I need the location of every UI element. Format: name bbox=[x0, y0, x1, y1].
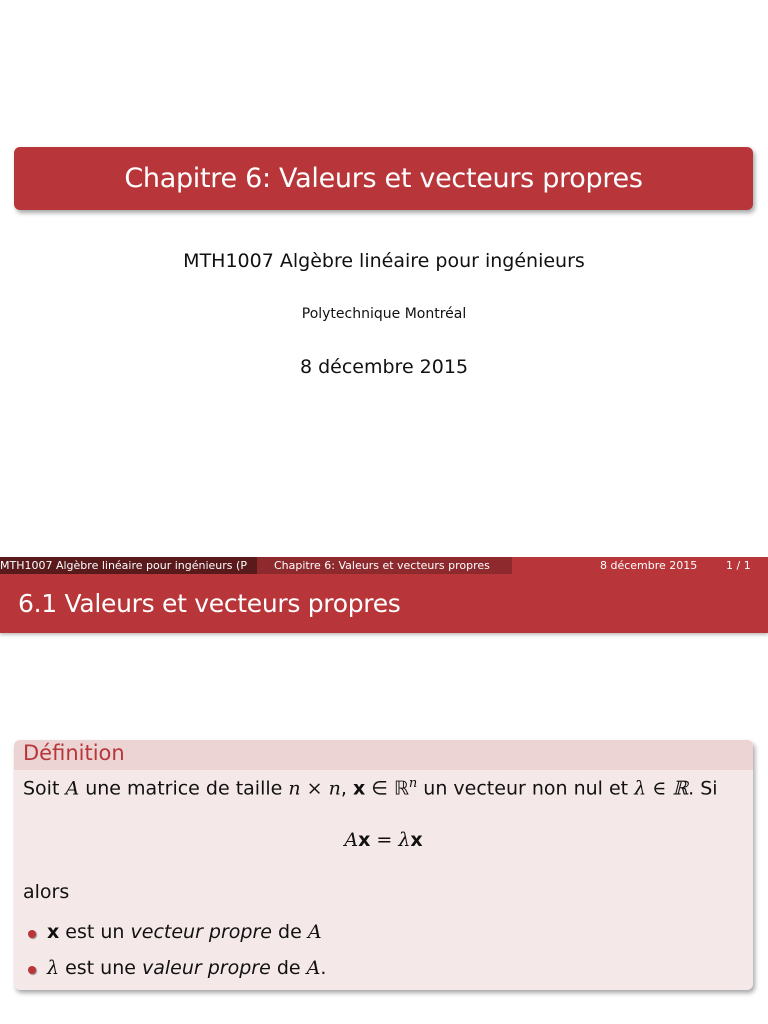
text: . bbox=[320, 957, 327, 979]
text: une matrice de taille bbox=[79, 777, 289, 800]
footer-page-number: 1 / 1 bbox=[726, 559, 751, 572]
bullet-icon bbox=[28, 930, 36, 938]
math-equals-lambda: = λ bbox=[370, 829, 411, 851]
institution: Polytechnique Montréal bbox=[301, 306, 467, 322]
text: est une bbox=[59, 957, 142, 979]
math-x-bold: x bbox=[410, 829, 423, 851]
equation bbox=[14, 829, 753, 851]
math-A: A bbox=[307, 921, 322, 943]
footer-date: 8 décembre 2015 bbox=[600, 559, 698, 572]
frame-title-bar bbox=[0, 574, 768, 633]
definition-header bbox=[14, 740, 753, 770]
emphasis: vecteur propre bbox=[130, 921, 272, 943]
definition-block bbox=[14, 740, 753, 990]
list-item bbox=[47, 921, 322, 943]
text: est un bbox=[59, 921, 131, 943]
math-n-times-n: n × n bbox=[288, 777, 341, 800]
footer-chapter: Chapitre 6: Valeurs et vecteurs propres bbox=[257, 557, 512, 574]
math-lambda: λ bbox=[47, 957, 60, 979]
math-superscript-n: n bbox=[408, 776, 418, 791]
emphasis: valeur propre bbox=[141, 957, 271, 979]
title-box bbox=[14, 147, 753, 210]
text: , bbox=[340, 777, 353, 800]
math-x-bold: x bbox=[358, 829, 371, 851]
math-lambda-in-r: λ ∈ ℝ bbox=[634, 777, 689, 800]
math-in-rn: ∈ ℝ bbox=[365, 777, 409, 800]
text: . Si bbox=[688, 777, 718, 800]
bullet-icon bbox=[28, 966, 36, 974]
list-item bbox=[47, 957, 326, 979]
slide-title: Chapitre 6: Valeurs et vecteurs propres bbox=[124, 163, 643, 194]
text: de bbox=[270, 957, 307, 979]
frame-title: 6.1 Valeurs et vecteurs propres bbox=[18, 589, 401, 618]
text: de bbox=[272, 921, 308, 943]
presentation-date: 8 décembre 2015 bbox=[299, 356, 469, 378]
alors-text: alors bbox=[23, 881, 70, 903]
math-x-bold: x bbox=[47, 921, 60, 943]
footer-course: MTH1007 Algèbre linéaire pour ingénieurs (P bbox=[0, 557, 257, 574]
definition-statement bbox=[23, 776, 718, 799]
math-A: A bbox=[344, 829, 359, 851]
footer-bar bbox=[0, 557, 768, 574]
math-x-bold: x bbox=[352, 777, 366, 800]
course-name: MTH1007 Algèbre linéaire pour ingénieurs bbox=[183, 250, 585, 272]
text: Soit bbox=[23, 777, 66, 800]
text: un vecteur non nul et bbox=[417, 777, 635, 800]
math-A: A bbox=[306, 957, 321, 979]
math-A: A bbox=[65, 777, 80, 800]
definition-title: Définition bbox=[23, 741, 125, 765]
